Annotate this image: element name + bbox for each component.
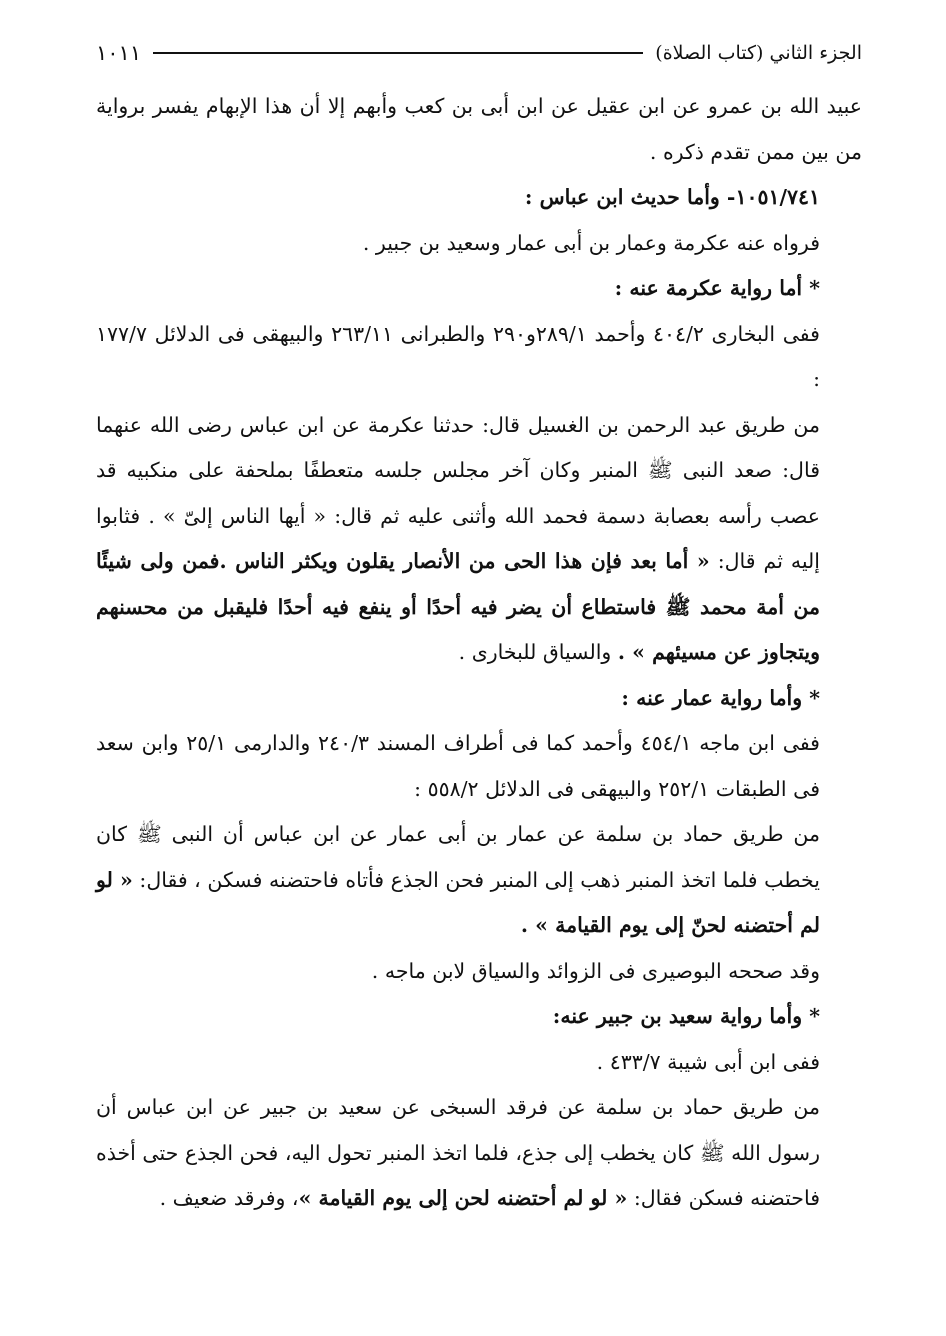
hadith-quote: « أما بعد فإن هذا الحى من الأنصار يقلون ويكثر الناس .فمن ولى شيئًا من أمة محمد ﷺ فاستطاع أن يضر فيه أحدًا أو ينفع فيه أحدًا فليقبل من محسنهم ويتجاوز عن مسيئهم » . [96,549,820,664]
section-heading: * وأما رواية سعيد بن جبير عنه: [552,1004,820,1028]
page-number: ١٠١١ [96,41,142,65]
header-rule [153,52,643,54]
page-body [96,84,862,1222]
running-title: الجزء الثاني (كتاب الصلاة) [655,42,862,64]
section-heading: * وأما رواية عمار عنه : [621,685,820,710]
paragraph: ففى ابن ماجه ٤٥٤/١ وأحمد كما فى أطراف المسند ٢٤٠/٣ والدارمى ٢٥/١ وابن سعد فى الطبقات ٢٥٢/١ والبيهقى فى الدلائل ٥٥٨/٢ : [96,731,820,801]
paragraph-text: من طريق حماد بن سلمة عن فرقد السبخى عن سعيد بن جبير عن ابن عباس أن رسول الله ﷺ كان يخطب إلى جذع، فلما اتخذ المنبر تحول اليه، فحن الجذع حتى أخذه فاحتضنه فسكن فقال: [96,1095,820,1210]
paragraph: ففى البخارى ٤٠٤/٢ وأحمد ٢٨٩/١و٢٩٠ والطبرانى ٢٦٣/١١ والبيهقى فى الدلائل ١٧٧/٧ : [96,321,820,391]
paragraph-text: من طريق عبد الرحمن بن الغسيل قال: حدثنا عكرمة عن ابن عباس رضى الله عنهما قال: صعد النبى ﷺ المنبر وكان آخر مجلس جلسه متعطفًا بملحفة على منكبيه قد عصب رأسه بعصابة دسمة فحمد الله وأثنى عليه ثم قال: « أيها الناس إلىّ » . فثابوا إليه ثم قال: [96,412,820,573]
paragraph [96,812,862,949]
paragraph: ففى ابن أبى شيبة ٤٣٣/٧ . [596,1049,820,1074]
paragraph: وقد صححه البوصيرى فى الزوائد والسياق لابن ماجه . [371,958,820,983]
paragraph-text: من طريق حماد بن سلمة عن عمار بن أبى عمار عن ابن عباس أن النبى ﷺ كان يخطب فلما اتخذ المنبر ذهب إلى المنبر فحن الجذع فأتاه فاحتضنه فسكن ، فقال: [96,822,820,892]
section-heading: * أما رواية عكرمة عنه : [614,276,820,300]
paragraph [96,403,862,676]
page-header [96,38,862,68]
paragraph: عبيد الله بن عمرو عن ابن عقيل عن ابن أبى بن كعب وأبهم إلا أن هذا الإبهام يفسر برواية من بين ممن تقدم ذكره . [96,94,862,164]
paragraph [96,1085,862,1222]
hadith-quote: « لو لم أحتضنه لحنّ إلى يوم القيامة » . [96,867,820,937]
paragraph-tail: ، وفرقد ضعيف . [159,1186,299,1210]
section-heading: ١٠٥١/٧٤١- وأما حديث ابن عباس : [524,185,820,209]
hadith-quote: « لو لم أحتضنه لحن إلى يوم القيامة » [298,1186,628,1210]
paragraph: فرواه عنه عكرمة وعمار بن أبى عمار وسعيد بن جبير . [362,230,820,255]
paragraph-tail: والسياق للبخارى . [458,640,612,664]
